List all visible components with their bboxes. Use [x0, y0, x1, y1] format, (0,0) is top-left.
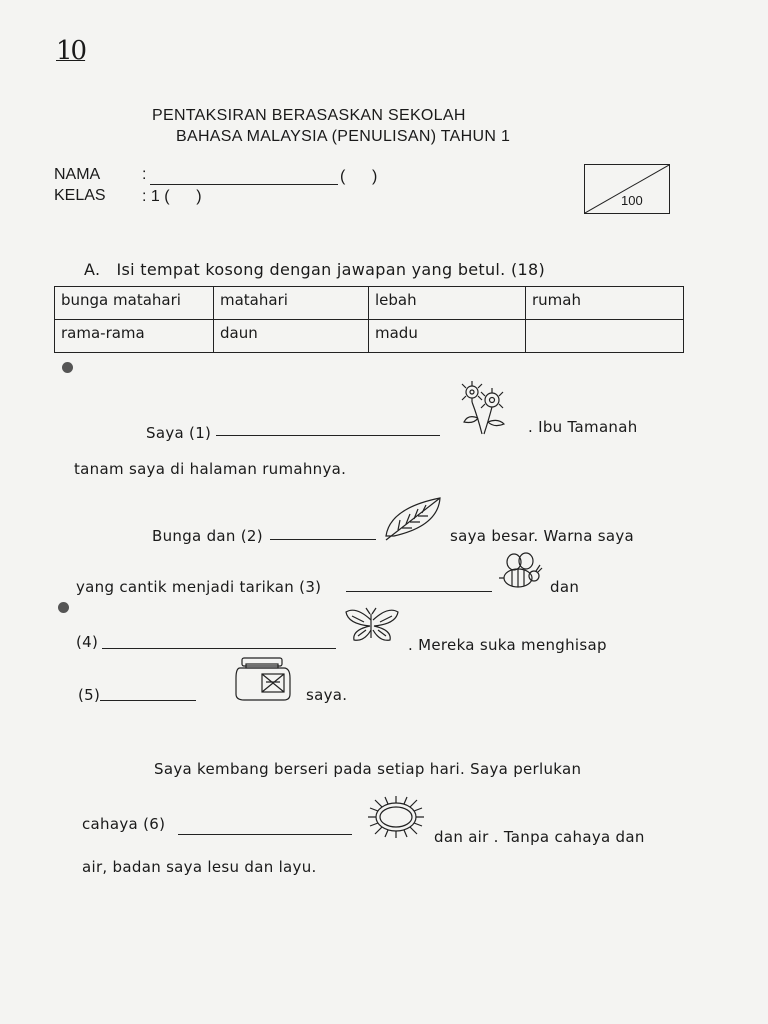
punch-hole-mark: [62, 362, 73, 373]
word-bank-table: [54, 286, 684, 353]
word-bank-cell: madu: [369, 320, 526, 353]
nama-separator: :: [142, 166, 147, 183]
leaf-icon: [384, 494, 446, 546]
page-number: 10: [56, 36, 86, 66]
passage-line-2f: . Mereka suka menghisap: [408, 636, 607, 654]
sun-icon: [364, 794, 428, 844]
passage-line-2d: dan: [550, 578, 580, 596]
header-line-1: PENTAKSIRAN BERASASKAN SEKOLAH: [152, 107, 466, 124]
answer-blank-2[interactable]: [270, 525, 376, 540]
sunflower-icon: [454, 378, 514, 440]
passage-line-1b: . Ibu Tamanah: [528, 418, 638, 436]
passage-line-1c: tanam saya di halaman rumahnya.: [74, 460, 347, 478]
word-bank-cell: bunga matahari: [55, 287, 214, 320]
passage-line-1a: Saya (1): [146, 424, 212, 442]
word-bank-cell: [526, 320, 684, 353]
passage-line-3b: cahaya (6): [82, 815, 166, 833]
word-bank-cell: rama-rama: [55, 320, 214, 353]
passage-line-3c: dan air . Tanpa cahaya dan: [434, 828, 645, 846]
nama-number-paren: ( ): [340, 168, 378, 185]
bee-icon: [496, 552, 544, 596]
nama-label: NAMA: [54, 166, 101, 183]
passage-line-2c: yang cantik menjadi tarikan (3): [76, 578, 322, 596]
passage-line-3a: Saya kembang berseri pada setiap hari. Saya perlukan: [154, 760, 582, 778]
kelas-value: : 1 ( ): [142, 188, 202, 205]
table-row: [55, 320, 684, 353]
passage-line-2g: (5): [78, 686, 101, 704]
honey-jar-icon: [234, 656, 296, 706]
passage-line-2a: Bunga dan (2): [152, 527, 263, 545]
passage-line-2b: saya besar. Warna saya: [450, 527, 635, 545]
passage-line-2h: saya.: [306, 686, 348, 704]
word-bank-cell: matahari: [214, 287, 369, 320]
kelas-label: KELAS: [54, 187, 106, 204]
score-total: 100: [621, 193, 643, 208]
word-bank-cell: lebah: [369, 287, 526, 320]
punch-hole-mark: [58, 602, 69, 613]
answer-blank-6[interactable]: [178, 820, 352, 835]
answer-blank-1[interactable]: [216, 421, 440, 436]
score-box: [584, 164, 670, 214]
word-bank-cell: rumah: [526, 287, 684, 320]
answer-blank-4[interactable]: [102, 634, 336, 649]
passage-line-2e: (4): [76, 633, 99, 651]
answer-blank-5[interactable]: [100, 686, 196, 701]
table-row: [55, 287, 684, 320]
word-bank-cell: daun: [214, 320, 369, 353]
nama-blank[interactable]: [150, 184, 338, 185]
answer-blank-3[interactable]: [346, 577, 492, 592]
section-a-heading: A. Isi tempat kosong dengan jawapan yang betul. (18): [84, 260, 545, 279]
butterfly-icon: [342, 606, 402, 648]
passage-line-3d: air, badan saya lesu dan layu.: [82, 858, 317, 876]
header-line-2: BAHASA MALAYSIA (PENULISAN) TAHUN 1: [176, 128, 511, 145]
